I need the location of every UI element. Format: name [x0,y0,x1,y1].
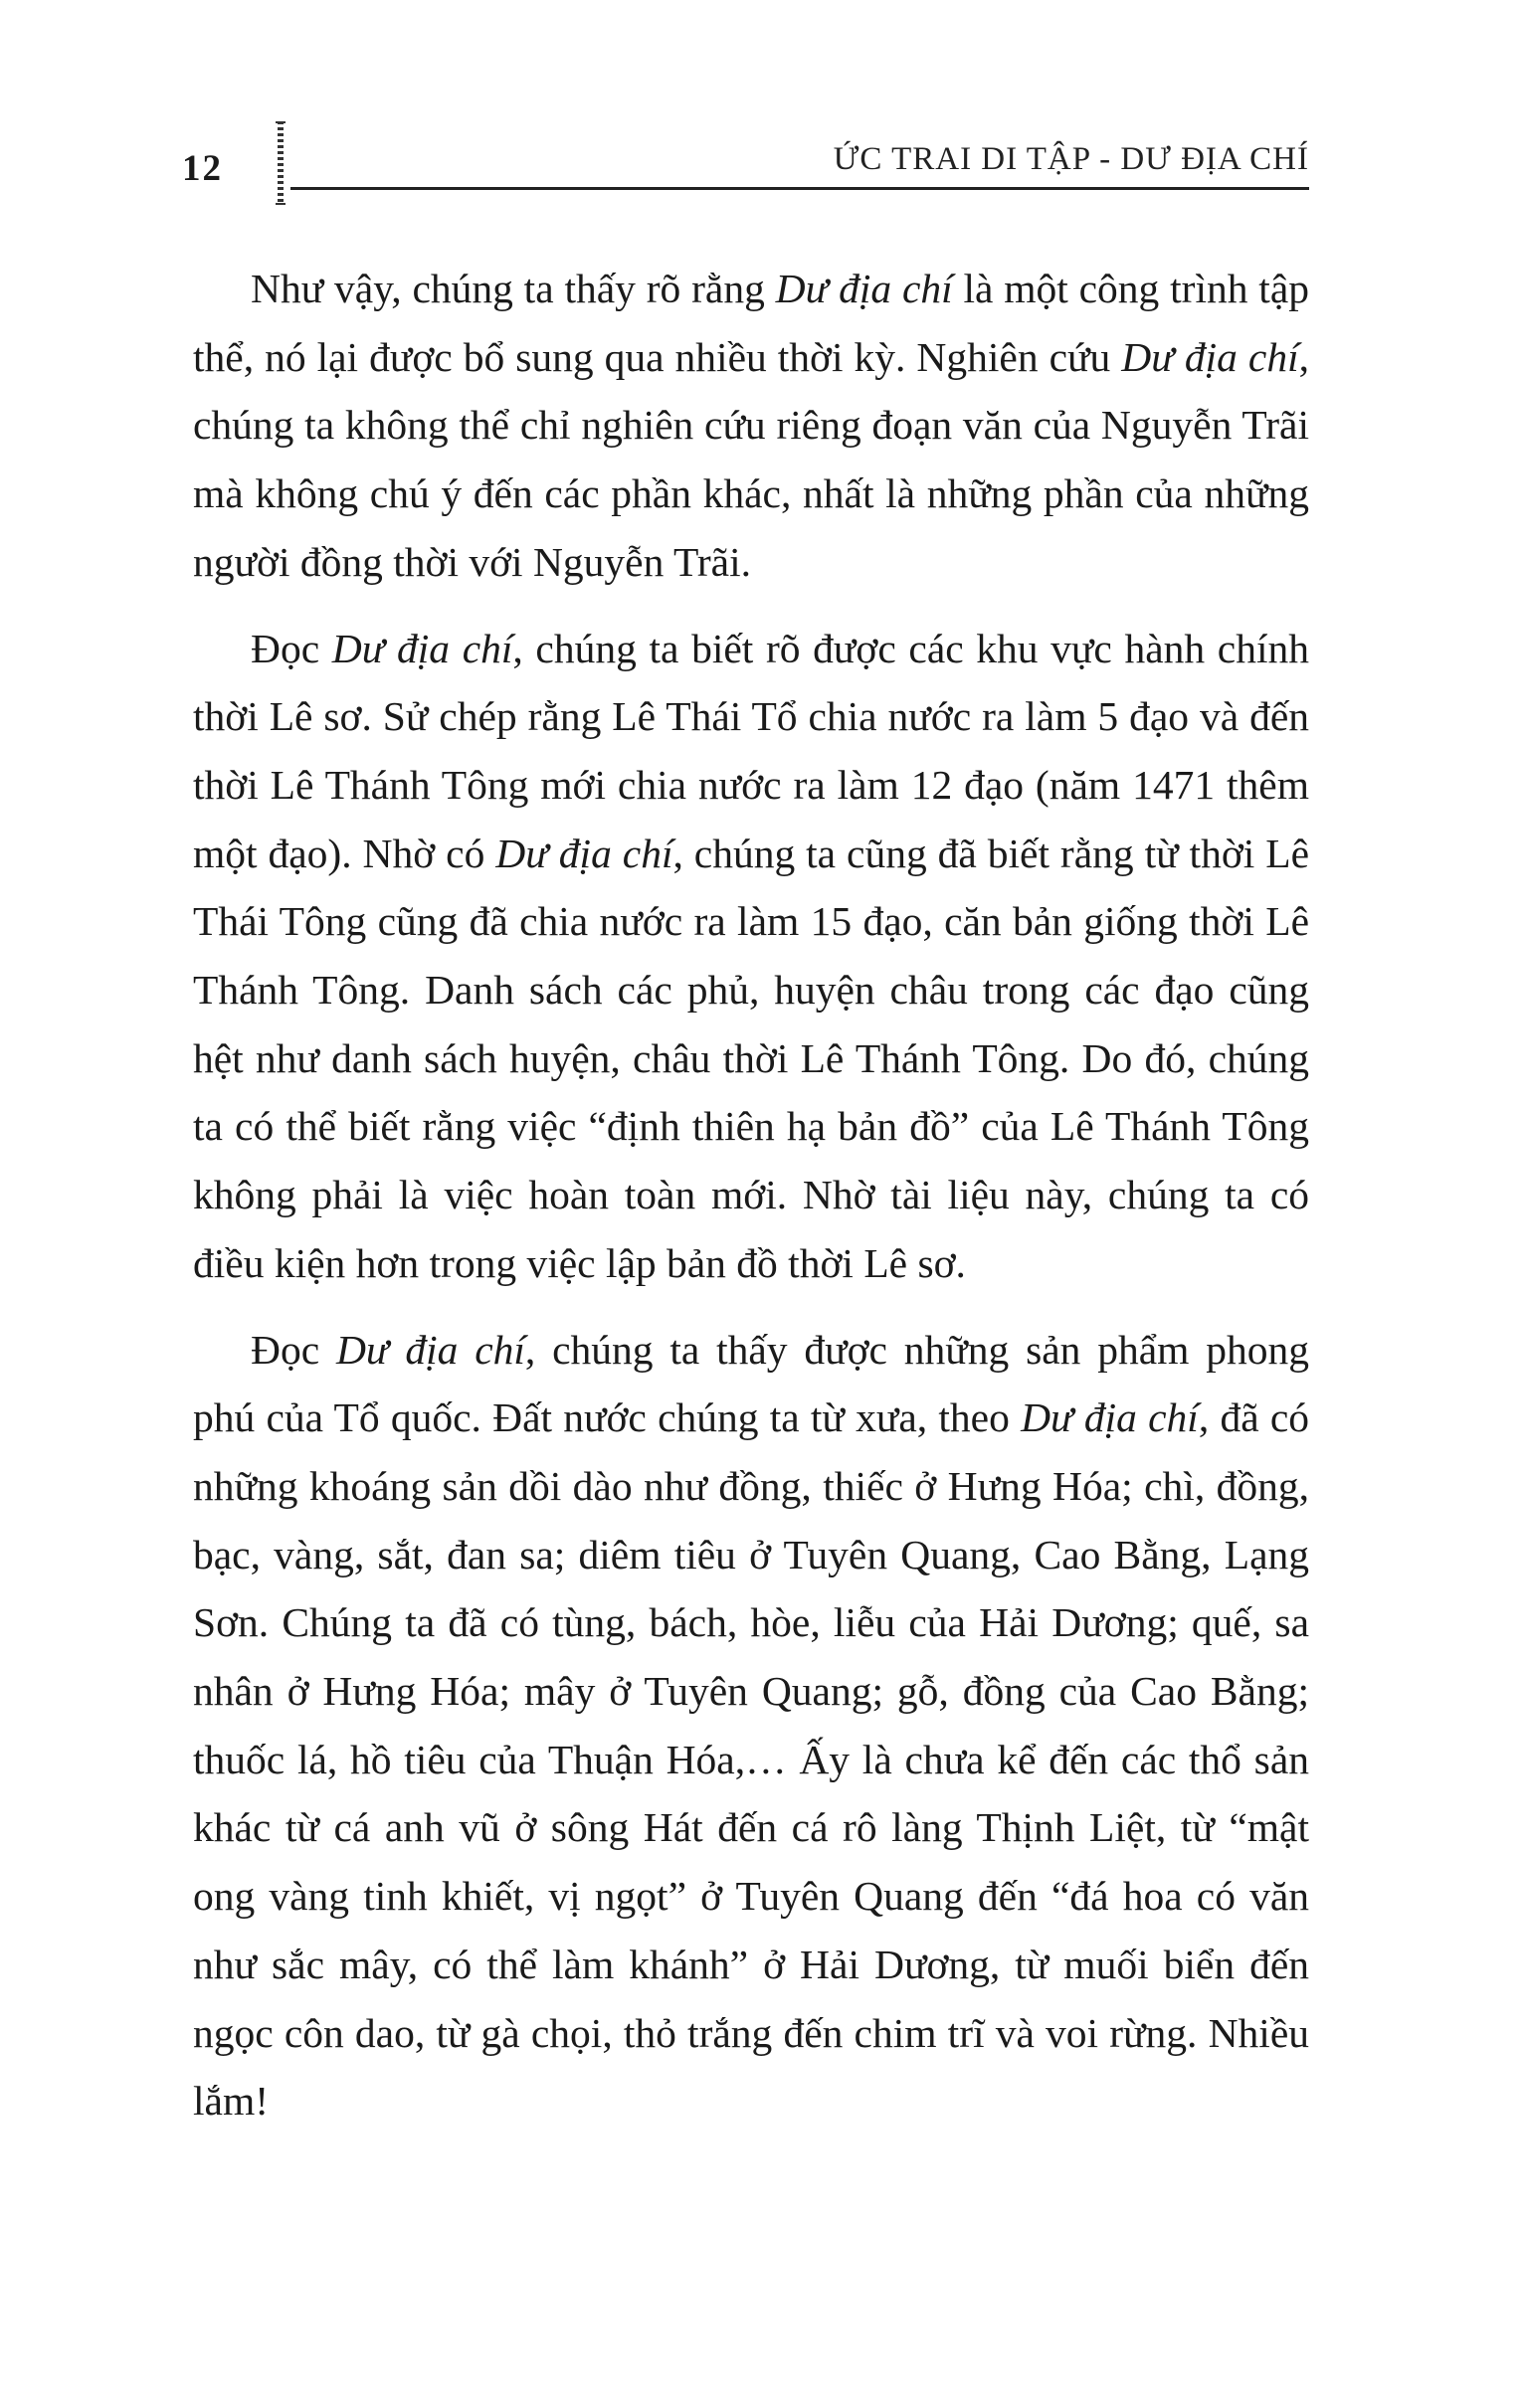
book-title-italic: Dư địa chí [1121,333,1299,380]
text-run: Đọc [251,1326,336,1373]
paragraph-3 [193,1316,1309,2135]
paragraph-1 [193,255,1309,597]
book-title-italic: Dư địa chí [335,1326,525,1373]
page-number: 12 [182,148,223,189]
text-run: , đã có những khoáng sản dồi dào như đồng, thiếc ở Hưng Hóa; chì, đồng, bạc, vàng, sắt, đan sa; diêm tiêu ở Tuyên Quang, Cao Bằng, Lạng Sơn. Chúng ta đã có tùng, bách, hòe, liễu của Hải Dương; quế, sa nhân ở Hưng Hóa; mây ở Tuyên Quang; gỗ, đồng của Cao Bằng; thuốc lá, hồ tiêu của Thuận Hóa,… Ấy là chưa kể đến các thổ sản khác từ cá anh vũ ở sông Hát đến cá rô làng Thịnh Liệt, từ “mật ong vàng tinh khiết, vị ngọt” ở Tuyên Quang đến “đá hoa có văn như sắc mây, có thể làm khánh” ở Hải Dương, từ muối biển đến ngọc côn dao, từ gà chọi, thỏ trắng đến chim trĩ và voi rừng. Nhiều lắm! [193,1394,1309,2125]
book-title-italic: Dư địa chí [1021,1394,1199,1441]
header-rule [290,187,1309,190]
book-title-italic: Dư địa chí [775,266,953,311]
body-text [193,255,1309,2135]
text-run: Đọc [251,625,332,671]
running-title: ỨC TRAI DI TẬP - DƯ ĐỊA CHÍ [833,141,1309,177]
text-run: , chúng ta biết rõ được các khu vực hành chính thời Lê sơ. Sử chép rằng Lê Thái Tổ chia nước ra làm 5 đạo và đến thời Lê Thánh Tông mới chia nước ra làm 12 đạo (năm 1471 thêm một đạo). Nhờ có [193,625,1309,876]
header-ornament [278,121,284,205]
text-run: là một công trình tập thể, nó lại được bổ sung qua nhiều thời kỳ. Nghiên cứu [193,266,1309,380]
text-run: Như vậy, chúng ta thấy rõ rằng [251,266,776,311]
book-title-italic: Dư địa chí [495,830,673,876]
text-run: , chúng ta không thể chỉ nghiên cứu riêng đoạn văn của Nguyễn Trãi mà không chú ý đến các phần khác, nhất là những phần của những người đồng thời với Nguyễn Trãi. [193,333,1309,585]
paragraph-2 [193,615,1309,1298]
text-run: , chúng ta cũng đã biết rằng từ thời Lê Thái Tông cũng đã chia nước ra làm 15 đạo, căn bản giống thời Lê Thánh Tông. Danh sách các phủ, huyện châu trong các đạo cũng hệt như danh sách huyện, châu thời Lê Thánh Tông. Do đó, chúng ta có thể biết rằng việc “định thiên hạ bản đồ” của Lê Thánh Tông không phải là việc hoàn toàn mới. Nhờ tài liệu này, chúng ta có điều kiện hơn trong việc lập bản đồ thời Lê sơ. [193,830,1310,1286]
book-title-italic: Dư địa chí [331,625,513,671]
text-run: , chúng ta thấy được những sản phẩm phong phú của Tổ quốc. Đất nước chúng ta từ xưa, theo [193,1326,1309,1441]
